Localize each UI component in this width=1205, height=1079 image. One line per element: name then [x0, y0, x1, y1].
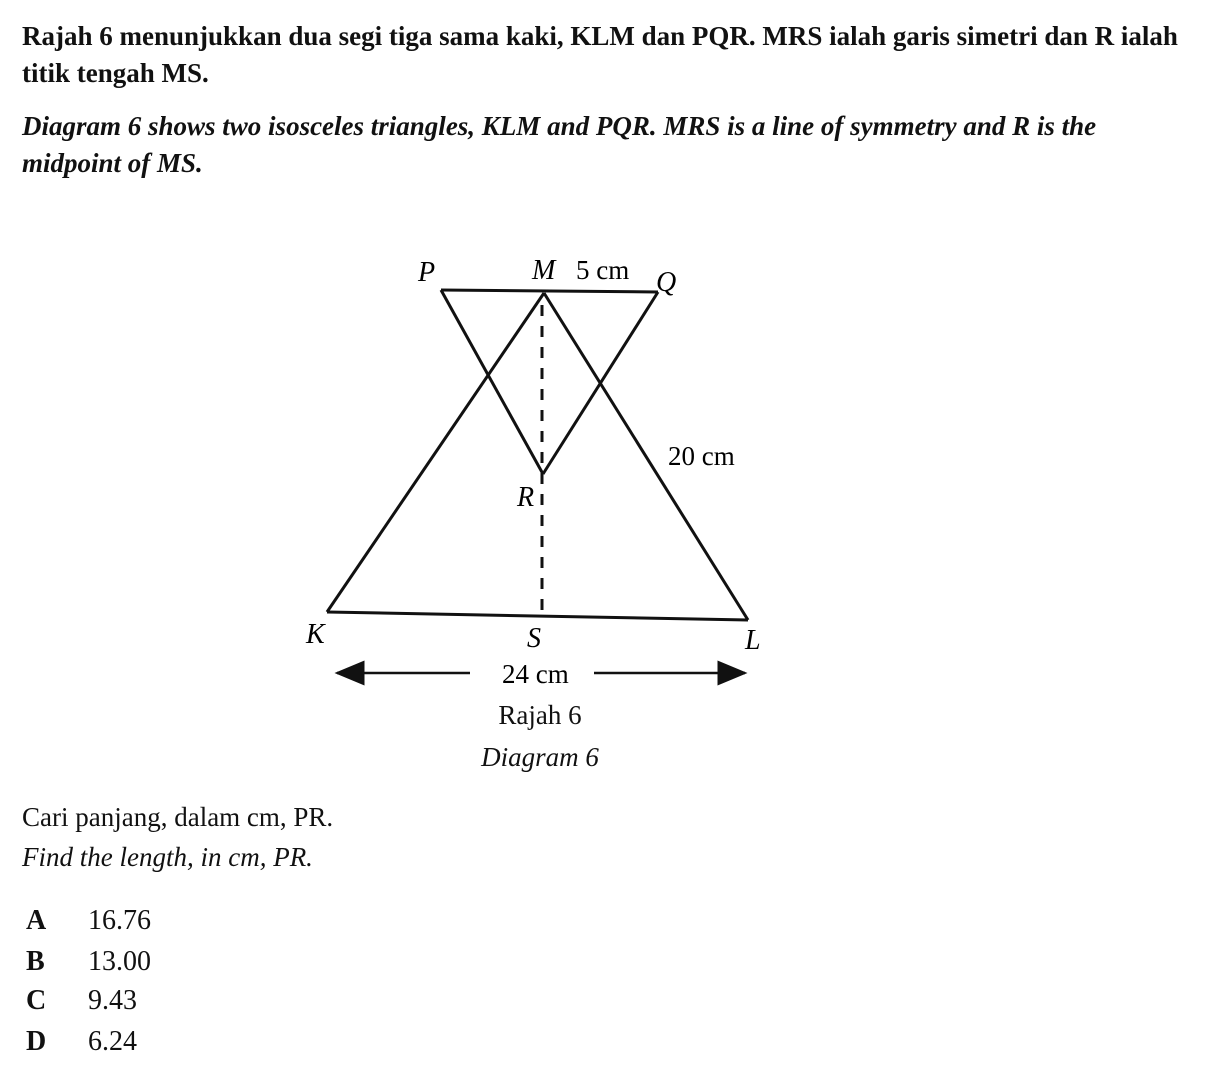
option-value: 16.76 — [88, 905, 151, 936]
option-value: 9.43 — [88, 985, 137, 1016]
prompt-malay: Cari panjang, dalam cm, PR. — [22, 802, 334, 832]
option-d[interactable] — [26, 1026, 137, 1062]
option-value: 13.00 — [88, 946, 151, 977]
label-l: L — [745, 625, 761, 656]
label-s: S — [527, 623, 541, 654]
label-k: K — [306, 619, 325, 650]
intro-english: Diagram 6 shows two isosceles triangles, KLM and PQR. MRS is a line of symmetry and R is the midpoint of MS. — [22, 111, 1097, 178]
option-b[interactable] — [26, 946, 151, 982]
option-value: 6.24 — [88, 1026, 137, 1057]
option-a[interactable] — [26, 905, 151, 941]
caption-english: Diagram 6 — [481, 742, 599, 772]
segment-mk — [327, 293, 544, 612]
label-p: P — [418, 257, 436, 288]
option-letter: A — [26, 905, 47, 936]
caption-malay: Rajah 6 — [498, 700, 582, 730]
length-ml: 20 cm — [668, 441, 735, 471]
option-letter: C — [26, 985, 47, 1016]
option-c[interactable] — [26, 985, 137, 1021]
label-m: M — [532, 255, 556, 286]
option-letter: D — [26, 1026, 47, 1057]
segment-pq — [441, 290, 658, 292]
length-kl: 24 cm — [502, 659, 569, 689]
label-r: R — [517, 482, 535, 513]
option-letter: B — [26, 946, 45, 977]
prompt-english: Find the length, in cm, PR. — [22, 842, 313, 872]
length-mq: 5 cm — [576, 255, 630, 285]
intro-malay: Rajah 6 menunjukkan dua segi tiga sama kaki, KLM dan PQR. MRS ialah garis simetri dan R ialah titik tengah MS. — [22, 21, 1178, 88]
label-q: Q — [656, 267, 677, 298]
segment-kl — [327, 612, 748, 620]
